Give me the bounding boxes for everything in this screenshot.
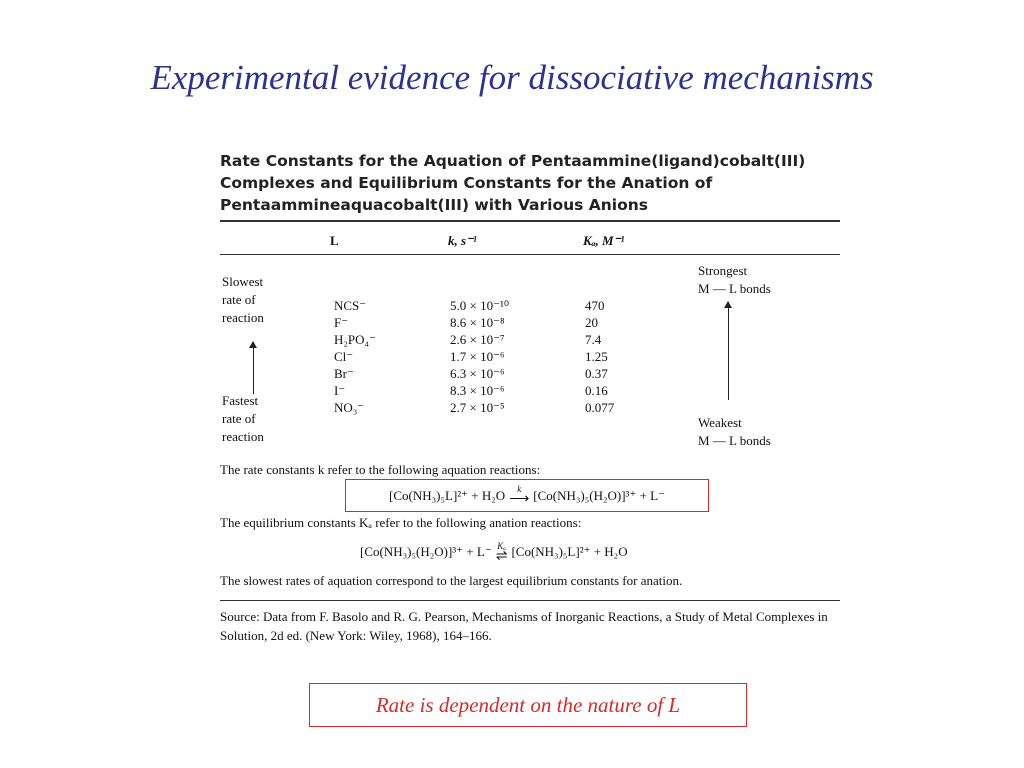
header-equilibrium-constant: Kₐ, M⁻¹ [583, 233, 625, 248]
label-line: Slowest [222, 274, 264, 289]
table-cell-ka: 1.25 [585, 349, 608, 364]
table-cell-k: 2.6 × 10⁻⁷ [450, 332, 505, 347]
table-title-line: Pentaammineaquacobalt(III) with Various Anions [220, 196, 649, 214]
table-cell-ligand: H₂PO₄⁻ [334, 332, 376, 347]
table-cell-k: 1.7 × 10⁻⁶ [450, 349, 505, 364]
table-cell-ligand: I⁻ [334, 383, 346, 398]
table-title-line: Complexes and Equilibrium Constants for the Anation of [220, 174, 713, 192]
column-ligand [334, 297, 376, 416]
slide-title: Experimental evidence for dissociative mechanisms [150, 58, 874, 97]
label-slowest-rate [222, 273, 292, 327]
table-title-line: Rate Constants for the Aquation of Pentaammine(ligand)cobalt(III) [220, 152, 806, 170]
table-cell-ligand: NO₃⁻ [334, 400, 365, 415]
table-top-rule [220, 220, 840, 222]
label-strongest-bonds [698, 262, 808, 298]
table-title [220, 150, 860, 216]
label-line: M — L bonds [698, 433, 771, 448]
table-cell-k: 6.3 × 10⁻⁶ [450, 366, 505, 381]
note-equilibrium-constants: The equilibrium constants Kₐ refer to the following anation reactions: [220, 515, 582, 530]
column-equilibrium-constant [585, 297, 614, 416]
equation-products: [Co(NH₃)₅(H₂O)]³⁺ + L⁻ [533, 487, 665, 503]
table-cell-ka: 0.16 [585, 383, 608, 398]
note-slowest-rates: The slowest rates of aquation correspond to the largest equilibrium constants for anation. [220, 573, 683, 588]
table-cell-ligand: Cl⁻ [334, 349, 354, 364]
table-cell-ligand: Br⁻ [334, 366, 354, 381]
label-fastest-rate [222, 392, 292, 446]
label-line: reaction [222, 429, 264, 444]
aquation-equation [345, 479, 709, 512]
label-line: reaction [222, 310, 264, 325]
table-header-rule [220, 254, 840, 255]
label-line: Strongest [698, 263, 748, 278]
header-ligand: L [330, 233, 339, 248]
header-rate-constant: k, s⁻¹ [448, 233, 477, 248]
source-citation: Source: Data from F. Basolo and R. G. Pearson, Mechanisms of Inorganic Reactions, a Study of Metal Complexes in Solution, 2d ed. (New York: Wiley, 1968), 164–166. [220, 609, 828, 643]
column-rate-constant [450, 297, 509, 416]
source-rule [220, 600, 840, 601]
table-cell-ka: 0.077 [585, 400, 615, 415]
label-line: rate of [222, 292, 256, 307]
anation-equation [360, 537, 628, 567]
table-cell-ligand: F⁻ [334, 315, 349, 330]
label-line: M — L bonds [698, 281, 771, 296]
callout-box: Rate is dependent on the nature of L [309, 683, 747, 727]
forward-arrow-icon: k ⟶ [509, 484, 530, 507]
table-cell-ka: 470 [585, 298, 605, 313]
table-cell-k: 5.0 × 10⁻¹⁰ [450, 298, 510, 313]
up-arrow-icon [253, 342, 254, 394]
arrow-label: Kₐ [497, 540, 506, 551]
table-cell-ka: 0.37 [585, 366, 608, 381]
label-line: Fastest [222, 393, 259, 408]
label-weakest-bonds [698, 414, 808, 450]
label-line: Weakest [698, 415, 742, 430]
table-cell-ligand: NCS⁻ [334, 298, 367, 313]
table-cell-k: 8.6 × 10⁻⁸ [450, 315, 505, 330]
table-cell-ka: 20 [585, 315, 598, 330]
note-rate-constants: The rate constants k refer to the following aquation reactions: [220, 462, 541, 477]
label-line: rate of [222, 411, 256, 426]
equation-reactants: [Co(NH₃)₅(H₂O)]³⁺ + L⁻ [360, 544, 492, 559]
table-cell-k: 8.3 × 10⁻⁶ [450, 383, 505, 398]
table-cell-ka: 7.4 [585, 332, 602, 347]
equation-reactants: [Co(NH₃)₅L]²⁺ + H₂O [389, 487, 506, 503]
arrow-label: k [517, 484, 522, 494]
equilibrium-arrow-icon: Kₐ ⇌ [495, 540, 508, 564]
equation-products: [Co(NH₃)₅L]²⁺ + H₂O [511, 544, 628, 559]
table-cell-k: 2.7 × 10⁻⁵ [450, 400, 505, 415]
up-arrow-icon [728, 302, 729, 400]
